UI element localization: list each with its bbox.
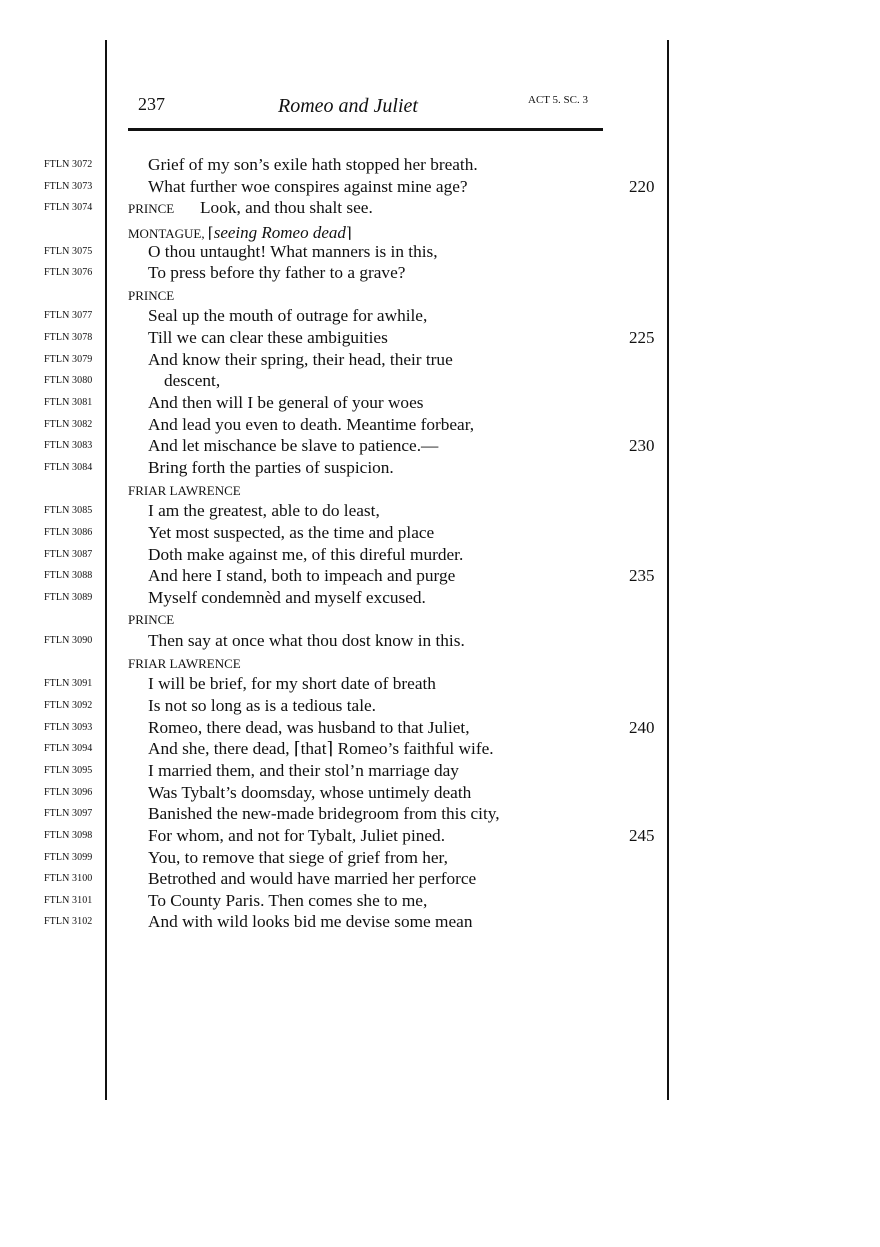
text-line bbox=[0, 825, 880, 847]
ftln-number: FTLN 3086 bbox=[44, 526, 93, 538]
ftln-number: FTLN 3080 bbox=[44, 375, 93, 387]
ftln-number: FTLN 3089 bbox=[44, 591, 93, 603]
speaker-line bbox=[0, 479, 880, 501]
verse-text: Is not so long as is a tedious tale. bbox=[148, 696, 376, 716]
text-line bbox=[0, 673, 880, 695]
stage-direction: seeing Romeo dead bbox=[213, 222, 346, 242]
page-number: 237 bbox=[138, 94, 165, 114]
line-number: 230 bbox=[629, 436, 655, 456]
text-line bbox=[0, 305, 880, 327]
verse-text: descent, bbox=[164, 371, 221, 391]
ftln-number: FTLN 3100 bbox=[44, 873, 93, 885]
verse-text: Then say at once what thou dost know in this. bbox=[148, 631, 465, 651]
ftln-number: FTLN 3095 bbox=[44, 764, 93, 776]
verse-text: To County Paris. Then comes she to me, bbox=[148, 890, 428, 910]
act-scene-label: ACT 5. SC. 3 bbox=[528, 94, 589, 106]
ftln-number: FTLN 3090 bbox=[44, 635, 93, 647]
ftln-number: FTLN 3083 bbox=[44, 440, 93, 452]
text-line bbox=[0, 911, 880, 933]
ftln-number: FTLN 3102 bbox=[44, 916, 93, 928]
verse-text: Banished the new-made bridegroom from this city, bbox=[148, 804, 500, 824]
text-line bbox=[0, 587, 880, 609]
text-line bbox=[0, 154, 880, 176]
text-line bbox=[0, 262, 880, 284]
speaker-label: PRINCE bbox=[128, 612, 175, 628]
speaker-name: PRINCE bbox=[128, 201, 175, 217]
verse-text: Betrothed and would have married her perforce bbox=[148, 869, 477, 889]
speaker-line bbox=[0, 652, 880, 674]
line-number: 235 bbox=[629, 566, 655, 586]
verse-text: Was Tybalt’s doomsday, whose untimely death bbox=[148, 782, 472, 802]
verse-text: Doth make against me, of this direful murder. bbox=[148, 544, 464, 564]
verse-text: I married them, and their stol’n marriage day bbox=[148, 760, 459, 780]
verse-text: You, to remove that siege of grief from her, bbox=[148, 847, 448, 867]
verse-text: To press before thy father to a grave? bbox=[148, 263, 406, 283]
text-line bbox=[0, 565, 880, 587]
header-rule bbox=[128, 128, 603, 131]
text-line bbox=[0, 717, 880, 739]
ftln-number: FTLN 3099 bbox=[44, 851, 93, 863]
ftln-number: FTLN 3073 bbox=[44, 180, 93, 192]
text-line bbox=[0, 630, 880, 652]
verse-text: Grief of my son’s exile hath stopped her breath. bbox=[148, 155, 478, 174]
speaker-line bbox=[0, 284, 880, 306]
verse-text: Yet most suspected, as the time and place bbox=[148, 522, 435, 542]
text-line bbox=[0, 738, 880, 760]
speaker-label: FRIAR LAWRENCE bbox=[128, 482, 241, 498]
ftln-number: FTLN 3081 bbox=[44, 397, 93, 409]
text-line bbox=[0, 435, 880, 457]
text-line bbox=[0, 803, 880, 825]
ftln-number: FTLN 3101 bbox=[44, 894, 93, 906]
text-line bbox=[0, 241, 880, 263]
speaker-line bbox=[0, 608, 880, 630]
line-number: 225 bbox=[629, 328, 655, 348]
speaker-name bbox=[128, 288, 174, 304]
verse-text: I will be brief, for my short date of breath bbox=[148, 674, 436, 694]
ftln-number: FTLN 3092 bbox=[44, 700, 93, 712]
ftln-number: FTLN 3096 bbox=[44, 786, 93, 798]
speaker-label: FRIAR LAWRENCE bbox=[128, 655, 241, 671]
text-line bbox=[0, 349, 880, 371]
verse-text: Bring forth the parties of suspicion. bbox=[148, 457, 394, 477]
text-line bbox=[0, 522, 880, 544]
ftln-number: FTLN 3085 bbox=[44, 505, 93, 517]
verse-text: Till we can clear these ambiguities bbox=[148, 328, 388, 348]
text-line bbox=[0, 176, 880, 198]
line-number: 245 bbox=[629, 825, 655, 845]
ftln-number: FTLN 3098 bbox=[44, 829, 93, 841]
text-line bbox=[0, 370, 880, 392]
verse-text: And then will I be general of your woes bbox=[148, 393, 424, 413]
speaker-label: MONTAGUE, bbox=[128, 225, 205, 241]
speaker-name bbox=[128, 483, 241, 499]
text-line bbox=[0, 868, 880, 890]
verse-text: And know their spring, their head, their true bbox=[148, 349, 453, 369]
page-header bbox=[128, 94, 603, 126]
play-text bbox=[0, 154, 880, 933]
text-line bbox=[0, 847, 880, 869]
verse-text: Romeo, there dead, was husband to that Juliet, bbox=[148, 717, 470, 737]
ftln-number: FTLN 3084 bbox=[44, 461, 93, 473]
ftln-number: FTLN 3088 bbox=[44, 570, 93, 582]
text-line bbox=[0, 392, 880, 414]
verse-text: And she, there dead, ⌈that⌉ Romeo’s faithful wife. bbox=[148, 739, 494, 759]
play-title: Romeo and Juliet bbox=[278, 95, 418, 117]
line-number: 220 bbox=[629, 176, 655, 196]
speaker-line bbox=[0, 219, 880, 241]
speaker-name bbox=[128, 612, 174, 628]
ftln-number: FTLN 3072 bbox=[44, 159, 93, 170]
ftln-number: FTLN 3078 bbox=[44, 332, 93, 344]
text-line bbox=[0, 544, 880, 566]
ftln-number: FTLN 3075 bbox=[44, 245, 93, 257]
text-line bbox=[0, 782, 880, 804]
ftln-number: FTLN 3087 bbox=[44, 548, 93, 560]
text-line bbox=[0, 457, 880, 479]
ftln-number: FTLN 3076 bbox=[44, 267, 93, 279]
speaker-label: PRINCE bbox=[128, 287, 175, 303]
text-line bbox=[0, 890, 880, 912]
ftln-number: FTLN 3074 bbox=[44, 202, 93, 214]
editorial-bracket-open: ⌈ bbox=[207, 225, 214, 242]
text-line bbox=[0, 327, 880, 349]
speaker-name bbox=[128, 656, 241, 672]
verse-text: And lead you even to death. Meantime forbear, bbox=[148, 414, 475, 434]
ftln-number: FTLN 3094 bbox=[44, 743, 93, 755]
ftln-number: FTLN 3082 bbox=[44, 418, 93, 430]
verse-text: O thou untaught! What manners is in this, bbox=[148, 241, 438, 261]
text-line bbox=[0, 500, 880, 522]
verse-text: And with wild looks bid me devise some mean bbox=[148, 912, 473, 932]
verse-text: And here I stand, both to impeach and purge bbox=[148, 566, 456, 586]
ftln-number: FTLN 3091 bbox=[44, 678, 93, 690]
text-line bbox=[0, 414, 880, 436]
ftln-number: FTLN 3093 bbox=[44, 721, 93, 733]
ftln-number: FTLN 3077 bbox=[44, 310, 93, 322]
line-number: 240 bbox=[629, 717, 655, 737]
verse-text: What further woe conspires against mine age? bbox=[148, 176, 468, 196]
text-line bbox=[0, 695, 880, 717]
ftln-number: FTLN 3097 bbox=[44, 808, 93, 820]
verse-text: Myself condemnèd and myself excused. bbox=[148, 587, 426, 607]
verse-text: Seal up the mouth of outrage for awhile, bbox=[148, 306, 428, 326]
editorial-bracket-close: ⌉ bbox=[345, 225, 352, 242]
verse-text: Look, and thou shalt see. bbox=[200, 198, 373, 218]
text-line bbox=[0, 760, 880, 782]
verse-text: I am the greatest, able to do least, bbox=[148, 501, 380, 521]
verse-text: And let mischance be slave to patience.— bbox=[148, 436, 439, 456]
verse-text: For whom, and not for Tybalt, Juliet pined. bbox=[148, 825, 446, 845]
ftln-number: FTLN 3079 bbox=[44, 353, 93, 365]
text-line bbox=[0, 197, 880, 219]
